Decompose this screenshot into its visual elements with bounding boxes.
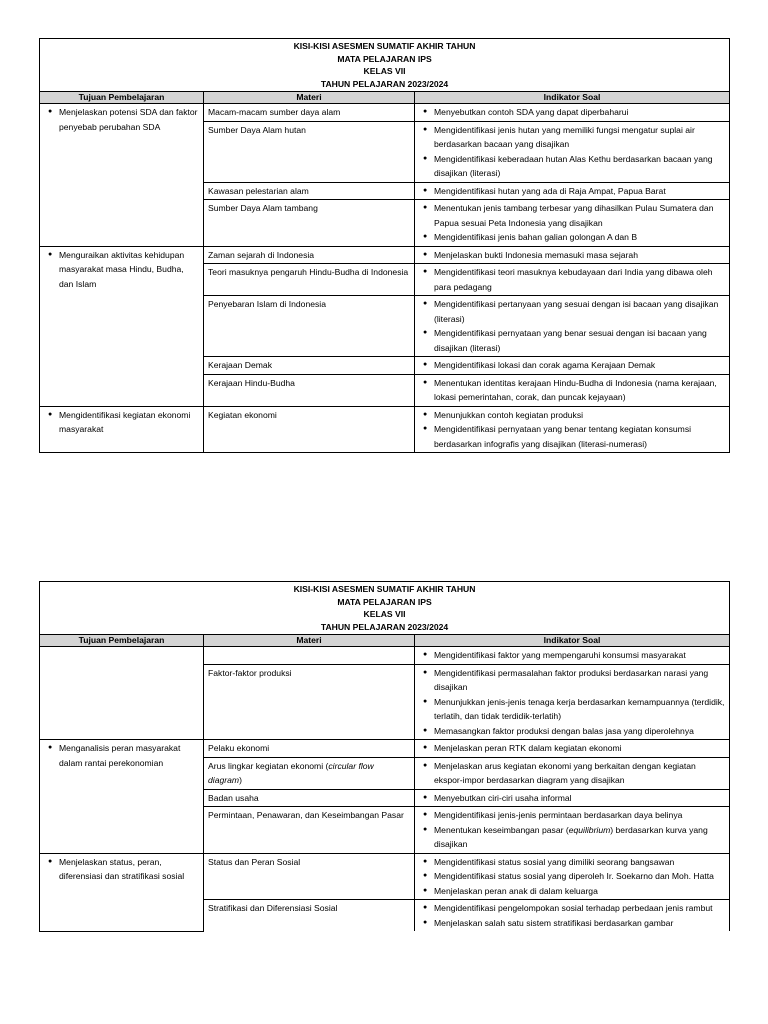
indikator-item: ● Menjelaskan arus kegiatan ekonomi yang berkaitan dengan kegiatan ekspor-impor berdasarkan diagram yang disajikan [434,759,725,788]
column-header-materi: Materi [204,635,415,647]
materi-cell [204,757,415,789]
class-title: KELAS VII [363,609,406,620]
indikator-cell [415,374,730,406]
materi-cell: Kegiatan ekonomi [204,406,415,453]
indikator-item: ● Mengidentifikasi lokasi dan corak agama Kerajaan Demak [434,358,725,373]
materi-cell: Permintaan, Penawaran, dan Keseimbangan Pasar [204,807,415,854]
indikator-item: ● Mengidentifikasi keberadaan hutan Alas Kethu berdasarkan bacaan yang disajikan (literasi) [434,152,725,181]
indikator-item: ● Menjelaskan peran anak di dalam keluarga [434,884,725,899]
indikator-item: ● Menentukan identitas kerajaan Hindu-Budha di Indonesia (nama kerajaan, lokasi pemerintahan, corak, dan puncak kejayaan) [434,376,725,405]
indikator-item: ● Mengidentifikasi pengelompokan sosial terhadap perbedaan jenis rambut [434,901,725,916]
indikator-item: ● Mengidentifikasi permasalahan faktor produksi berdasarkan narasi yang disajikan [434,666,725,695]
tujuan-cell [40,647,204,740]
indikator-cell [415,246,730,264]
indikator-item: ● Mengidentifikasi status sosial yang dimiliki seorang bangsawan [434,855,725,870]
indikator-cell [415,264,730,296]
document-header [40,39,730,92]
indikator-item: ● Menunjukkan jenis-jenis tenaga kerja berdasarkan kemampuannya (terdidik, terlatih, dan tidak terdidik-terlatih) [434,695,725,724]
materi-cell: Sumber Daya Alam hutan [204,121,415,182]
indikator-item: ● Mengidentifikasi hutan yang ada di Raja Ampat, Papua Barat [434,184,725,199]
table-row [40,740,730,758]
indikator-item: ● Mengidentifikasi jenis-jenis permintaan berdasarkan daya belinya [434,808,725,823]
materi-cell: Macam-macam sumber daya alam [204,104,415,122]
tujuan-cell [40,246,204,406]
indikator-cell [415,296,730,357]
indikator-item: ● Mengidentifikasi teori masuknya kebudayaan dari India yang dibawa oleh para pedagang [434,265,725,294]
indikator-item: ● Mengidentifikasi status sosial yang diperoleh Ir. Soekarno dan Moh. Hatta [434,869,725,884]
indikator-text: Menentukan keseimbangan pasar ( [434,824,569,835]
column-header-materi: Materi [204,92,415,104]
column-header-indikator: Indikator Soal [415,635,730,647]
indikator-cell [415,664,730,740]
document-title: KISI-KISI ASESMEN SUMATIF AKHIR TAHUN [293,41,476,51]
indikator-item: ● Mengidentifikasi jenis bahan galian golongan A dan B [434,230,725,245]
indikator-item: ● Menjelaskan peran RTK dalam kegiatan ekonomi [434,741,725,756]
tujuan-text: ● Menjelaskan potensi SDA dan faktor penyebab perubahan SDA [59,105,199,134]
indikator-cell [415,406,730,453]
indikator-item: ● Menjelaskan salah satu sistem stratifikasi berdasarkan gambar [434,916,725,931]
indikator-item: ● Memasangkan faktor produksi dengan balas jasa yang diperolehnya [434,724,725,739]
grid-table-page-2 [39,581,730,932]
indikator-cell [415,104,730,122]
indikator-italic-term: equilibrium [568,824,611,835]
indikator-item: ● Menjelaskan bukti Indonesia memasuki masa sejarah [434,248,725,263]
materi-cell: Pelaku ekonomi [204,740,415,758]
materi-cell: Faktor-faktor produksi [204,664,415,740]
indikator-item: ● Menentukan jenis tambang terbesar yang dihasilkan Pulau Sumatera dan Papua sesuai Peta Indonesia yang disajikan [434,201,725,230]
materi-cell: Teori masuknya pengaruh Hindu-Budha di Indonesia [204,264,415,296]
subject-title: MATA PELAJARAN IPS [337,53,432,64]
materi-cell: Badan usaha [204,789,415,807]
document-title-block [40,39,730,92]
materi-cell: Zaman sejarah di Indonesia [204,246,415,264]
indikator-item: ● Menyebutkan ciri-ciri usaha informal [434,791,725,806]
class-title: KELAS VII [363,66,406,77]
indikator-item: ● Mengidentifikasi jenis hutan yang memiliki fungsi mengatur suplai air berdasarkan bacaan yang disajikan [434,123,725,152]
indikator-cell [415,853,730,900]
materi-text-end: ) [239,775,242,786]
indikator-cell [415,757,730,789]
indikator-item: ● Menunjukkan contoh kegiatan produksi [434,408,725,423]
school-year-title: TAHUN PELAJARAN 2023/2024 [320,78,449,89]
indikator-cell [415,200,730,247]
materi-cell: Stratifikasi dan Diferensiasi Sosial [204,900,415,932]
materi-italic-term: circular flow diagram [208,760,374,786]
document-title: KISI-KISI ASESMEN SUMATIF AKHIR TAHUN [293,584,476,594]
indikator-cell [415,900,730,932]
document-title-block [40,582,730,635]
school-year-title: TAHUN PELAJARAN 2023/2024 [320,621,449,632]
materi-cell: Status dan Peran Sosial [204,853,415,900]
tujuan-text: ● Menguraikan aktivitas kehidupan masyarakat masa Hindu, Budha, dan Islam [59,248,199,292]
column-header-tujuan: Tujuan Pembelajaran [40,635,204,647]
indikator-item: ● Mengidentifikasi pertanyaan yang sesuai dengan isi bacaan yang disajikan (literasi) [434,297,725,326]
indikator-cell [415,807,730,854]
indikator-cell [415,740,730,758]
tujuan-cell [40,853,204,931]
grid-table-page-1 [39,38,730,453]
tujuan-text: ● Menganalisis peran masyarakat dalam rantai perekonomian [59,741,199,770]
indikator-item: ● Mengidentifikasi pernyataan yang benar tentang kegiatan konsumsi berdasarkan infografis yang disajikan (literasi-numerasi) [434,422,725,451]
materi-cell [204,647,415,665]
materi-cell: Kawasan pelestarian alam [204,182,415,200]
materi-cell: Kerajaan Demak [204,357,415,375]
materi-text: Arus lingkar kegiatan ekonomi ( [208,760,329,771]
tujuan-cell [40,740,204,854]
subject-title: MATA PELAJARAN IPS [337,596,432,607]
column-header-row [40,92,730,104]
indikator-item: ● Mengidentifikasi faktor yang mempengaruhi konsumsi masyarakat [434,648,725,663]
table-row [40,104,730,122]
indikator-cell [415,182,730,200]
materi-cell: Sumber Daya Alam tambang [204,200,415,247]
indikator-text-end: ) berdasarkan kurva yang disajikan [434,824,708,850]
indikator-cell [415,647,730,665]
indikator-cell [415,789,730,807]
column-header-tujuan: Tujuan Pembelajaran [40,92,204,104]
tujuan-cell [40,104,204,247]
table-row [40,246,730,264]
indikator-cell [415,357,730,375]
indikator-cell [415,121,730,182]
indikator-item [434,823,725,852]
column-header-indikator: Indikator Soal [415,92,730,104]
column-header-row [40,635,730,647]
materi-cell: Kerajaan Hindu-Budha [204,374,415,406]
table-row [40,853,730,900]
tujuan-cell [40,406,204,453]
document-header [40,582,730,635]
indikator-item: ● Mengidentifikasi pernyataan yang benar sesuai dengan isi bacaan yang disajikan (literasi) [434,326,725,355]
materi-cell: Penyebaran Islam di Indonesia [204,296,415,357]
indikator-item: ● Menyebutkan contoh SDA yang dapat diperbaharui [434,105,725,120]
tujuan-text: ● Mengidentifikasi kegiatan ekonomi masyarakat [59,408,199,437]
table-row [40,406,730,453]
tujuan-text: ● Menjelaskan status, peran, diferensiasi dan stratifikasi sosial [59,855,199,884]
table-row [40,647,730,665]
